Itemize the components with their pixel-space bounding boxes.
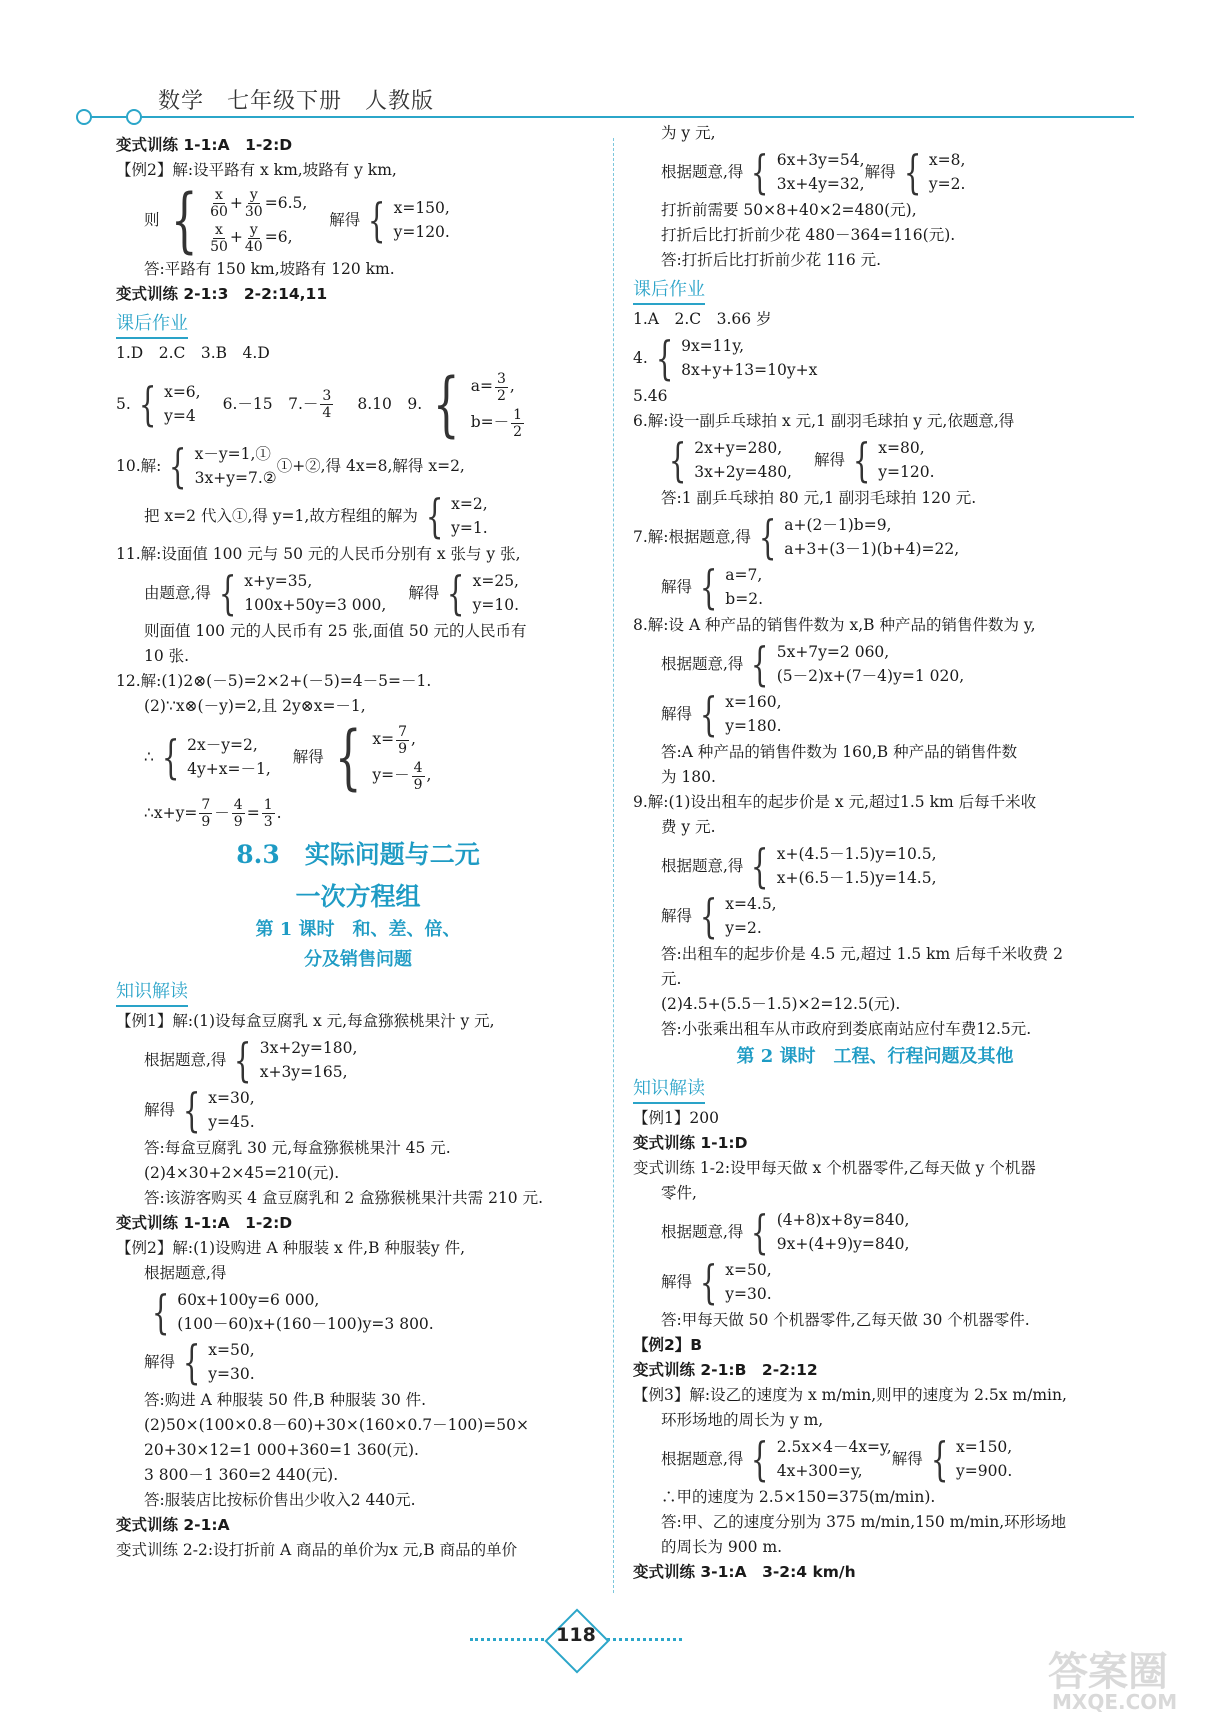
brace-icon: { bbox=[182, 1083, 201, 1137]
page-header bbox=[0, 0, 1224, 140]
answer-line: 打折后比打折前少花 480－364=116(元). bbox=[661, 226, 956, 244]
answer-line: 【例2】解:设平路有 x km,坡路有 y km, bbox=[116, 161, 397, 179]
answer-line: 变式训练 1-1:D bbox=[633, 1134, 748, 1152]
answer-line: 打折前需要 50×8+40×2=480(元), bbox=[661, 201, 917, 219]
book-title: 数学 七年级下册 人教版 bbox=[158, 89, 435, 114]
brace-icon: { bbox=[161, 730, 180, 784]
brace-icon: { bbox=[655, 331, 674, 385]
answer-line: 答:购进 A 种服装 50 件,B 种服装 30 件. bbox=[144, 1391, 427, 1409]
answer-line: 【例1】解:(1)设每盒豆腐乳 x 元,每盒猕猴桃果汁 y 元, bbox=[116, 1012, 495, 1030]
equation-system: 4. { 9x=11y, 8x+y+13=10y+x bbox=[633, 331, 818, 385]
brace-icon: { bbox=[334, 716, 362, 798]
answer-line: 答:出租车的起步价是 4.5 元,超过 1.5 km 后每千米收费 2 bbox=[661, 945, 1063, 963]
brace-icon: { bbox=[447, 566, 465, 620]
equation-system: 解得 { x=50, y=30. bbox=[661, 1255, 772, 1309]
answer-line: 3 800－1 360=2 440(元). bbox=[144, 1466, 339, 1484]
brace-icon: { bbox=[218, 566, 237, 620]
answer-line: 为 180. bbox=[661, 768, 716, 786]
answer-line: 变式训练 1-1:A 1-2:D bbox=[116, 136, 293, 154]
answer-line: 变式训练 1-1:A 1-2:D bbox=[116, 1214, 293, 1232]
answer-line: (2)50×(100×0.8－60)+30×(160×0.7－100)=50× bbox=[144, 1416, 530, 1434]
answer-line: 变式训练 2-1:A bbox=[116, 1516, 230, 1534]
equation-system: 根据题意,得 { x+(4.5－1.5)y=10.5, x+(6.5－1.5)y=14.5, bbox=[661, 839, 937, 893]
answer-line: 答:平路有 150 km,坡路有 120 km. bbox=[144, 260, 395, 278]
equation-system: 则 { $\frac{x}{60}$ + $\frac{y}{30}$ =6.5, $\frac{x}{50}$ + $\frac{y}{40}$ =6, 解得 { x=150, y=120. bbox=[144, 179, 450, 261]
column-divider bbox=[613, 138, 614, 1593]
brace-icon: { bbox=[699, 1255, 718, 1309]
equation-system: { 2x+y=280, 3x+2y=480, 解得 { x=80, y=120. bbox=[668, 433, 935, 487]
page-number-badge bbox=[546, 1610, 606, 1670]
answer-line: (2)4×30+2×45=210(元). bbox=[144, 1164, 340, 1182]
equation-system: 7.解:根据题意,得 { a+(2－1)b=9, a+3+(3－1)(b+4)=22, bbox=[633, 510, 960, 564]
brace-icon: { bbox=[699, 560, 718, 614]
answer-line: 【例2】B bbox=[633, 1336, 703, 1354]
brace-icon: { bbox=[751, 637, 769, 691]
answer-line: 零件, bbox=[661, 1184, 697, 1202]
answer-line: 9.解:(1)设出租车的起步价是 x 元,超过1.5 km 后每千米收 bbox=[633, 793, 1037, 811]
answer-line: 答:甲每天做 50 个机器零件,乙每天做 30 个机器零件. bbox=[661, 1311, 1030, 1329]
answer-line: 8.解:设 A 种产品的销售件数为 x,B 种产品的销售件数为 y, bbox=[633, 616, 1036, 634]
answer-line: 变式训练 3-1:A 3-2:4 km/h bbox=[633, 1563, 856, 1581]
brace-icon: { bbox=[425, 489, 444, 543]
answer-line: 根据题意,得 bbox=[144, 1264, 227, 1282]
answer-line: 【例2】解:(1)设购进 A 种服装 x 件,B 种服装y 件, bbox=[116, 1239, 466, 1257]
answer-line: 则面值 100 元的人民币有 25 张,面值 50 元的人民币有 bbox=[144, 622, 527, 640]
header-dot-icon bbox=[126, 109, 142, 125]
chapter-title: 一次方程组 bbox=[295, 882, 421, 911]
left-column bbox=[116, 133, 600, 1563]
section-heading: 课后作业 bbox=[633, 277, 705, 305]
equation-system: ∴ { 2x－y=2, 4y+x=－1, 解得 { x= $\frac{7}{9}$ , y=－ $\frac{4}{9}$ , bbox=[144, 716, 432, 798]
page-number: 118 bbox=[556, 1624, 596, 1646]
section-heading: 知识解读 bbox=[116, 979, 188, 1007]
answer-line: 答:每盒豆腐乳 30 元,每盒猕猴桃果汁 45 元. bbox=[144, 1139, 451, 1157]
answer-line: 为 y 元, bbox=[661, 124, 716, 142]
answer-line: 10 张. bbox=[144, 647, 190, 665]
answer-line: 答:小张乘出租车从市政府到娄底南站应付车费12.5元. bbox=[661, 1020, 1032, 1038]
chapter-title: 8.3 实际问题与二元 bbox=[236, 840, 480, 869]
answer-line: 环形场地的周长为 y m, bbox=[661, 1411, 824, 1429]
equation-system: 5. { x=6, y=4 6.－15 7.－ $\frac{3}{4}$ 8.10 9. { a= $\frac{3}{2}$ , b=－ $\frac{1}{2}$ bbox=[116, 363, 523, 445]
answer-line: 变式训练 2-2:设打折前 A 商品的单价为x 元,B 商品的单价 bbox=[116, 1541, 518, 1559]
brace-icon: { bbox=[903, 145, 922, 199]
brace-icon: { bbox=[169, 439, 187, 493]
lesson-title: 第 1 课时 和、差、倍、 bbox=[255, 919, 461, 940]
brace-icon: { bbox=[699, 687, 718, 741]
brace-icon: { bbox=[758, 510, 777, 564]
header-rule bbox=[84, 116, 1134, 118]
answer-line: 答:该游客购买 4 盒豆腐乳和 2 盒猕猴桃果汁共需 210 元. bbox=[144, 1189, 544, 1207]
brace-icon: { bbox=[751, 1205, 769, 1259]
answer-line: 5.46 bbox=[633, 387, 668, 405]
section-heading: 课后作业 bbox=[116, 311, 188, 339]
brace-icon: { bbox=[751, 145, 769, 199]
lesson-title: 分及销售问题 bbox=[304, 949, 412, 970]
equation-system: { 60x+100y=6 000, (100－60)x+(160－100)y=3 800. bbox=[151, 1285, 434, 1339]
section-heading: 知识解读 bbox=[633, 1076, 705, 1104]
answer-line: ∴甲的速度为 2.5×150=375(m/min). bbox=[661, 1488, 936, 1506]
equation-system: 把 x=2 代入①,得 y=1,故方程组的解为 { x=2, y=1. bbox=[144, 489, 488, 543]
answer-line: 的周长为 900 m. bbox=[661, 1538, 783, 1556]
answer-line: 20+30×12=1 000+360=1 360(元). bbox=[144, 1441, 419, 1459]
equation-system: 解得 { x=160, y=180. bbox=[661, 687, 782, 741]
brace-icon: { bbox=[930, 1432, 949, 1486]
brace-icon: { bbox=[751, 839, 769, 893]
footer-dots bbox=[470, 1638, 550, 1641]
answer-line: 11.解:设面值 100 元与 50 元的人民币分别有 x 张与 y 张, bbox=[116, 545, 521, 563]
answer-line: 1.A 2.C 3.66 岁 bbox=[633, 310, 772, 328]
equation-system: 解得 { x=30, y=45. bbox=[144, 1083, 255, 1137]
header-dot-icon bbox=[76, 109, 92, 125]
equation-system: 根据题意,得 { 3x+2y=180, x+3y=165, bbox=[144, 1033, 358, 1087]
right-column bbox=[633, 121, 1117, 1585]
equation-system: 10.解: { x－y=1,① 3x+y=7.② ①+②,得 4x=8,解得 x=2, bbox=[116, 439, 465, 493]
answer-line: 12.解:(1)2⊗(－5)=2×2+(－5)=4－5=－1. bbox=[116, 672, 432, 690]
equation-system: 根据题意,得 { 2.5x×4－4x=y, 4x+300=y, 解得 { x=150, y=900. bbox=[661, 1432, 1013, 1486]
brace-icon: { bbox=[433, 363, 460, 445]
answer-line: (2)∵x⊗(－y)=2,且 2y⊗x=－1, bbox=[144, 697, 366, 715]
brace-icon: { bbox=[368, 193, 386, 247]
equation-system: 解得 { a=7, b=2. bbox=[661, 560, 763, 614]
brace-icon: { bbox=[182, 1335, 201, 1389]
footer-dots bbox=[602, 1638, 682, 1641]
equation-system: 根据题意,得 { (4+8)x+8y=840, 9x+(4+9)y=840, bbox=[661, 1205, 910, 1259]
brace-icon: { bbox=[151, 1285, 170, 1339]
answer-line: 【例3】解:设乙的速度为 x m/min,则甲的速度为 2.5x m/min, bbox=[633, 1386, 1067, 1404]
brace-icon: { bbox=[668, 433, 687, 487]
brace-icon: { bbox=[234, 1033, 252, 1087]
answer-line: 答:打折后比打折前少花 116 元. bbox=[661, 251, 882, 269]
answer-line: 1.D 2.C 3.B 4.D bbox=[116, 344, 270, 362]
brace-icon: { bbox=[852, 433, 871, 487]
answer-line: 答:甲、乙的速度分别为 375 m/min,150 m/min,环形场地 bbox=[661, 1513, 1067, 1531]
answer-line: 【例1】200 bbox=[633, 1109, 719, 1127]
answer-line: 费 y 元. bbox=[661, 818, 716, 836]
equation-system: 由题意,得 { x+y=35, 100x+50y=3 000, 解得 { x=25, y=10. bbox=[144, 566, 520, 620]
watermark-url: MXQE.COM bbox=[1052, 1690, 1178, 1714]
equation-system: 解得 { x=4.5, y=2. bbox=[661, 889, 777, 943]
equation-system: 根据题意,得 { 6x+3y=54, 3x+4y=32, 解得 { x=8, y=2. bbox=[661, 145, 966, 199]
answer-line: 6.解:设一副乒乓球拍 x 元,1 副羽毛球拍 y 元,依题意,得 bbox=[633, 412, 1015, 430]
brace-icon: { bbox=[751, 1432, 769, 1486]
answer-line: 答:1 副乒乓球拍 80 元,1 副羽毛球拍 120 元. bbox=[661, 489, 977, 507]
equation-system: 解得 { x=50, y=30. bbox=[144, 1335, 255, 1389]
brace-icon: { bbox=[170, 179, 198, 261]
lesson-title: 第 2 课时 工程、行程问题及其他 bbox=[736, 1046, 1014, 1067]
brace-icon: { bbox=[138, 377, 157, 431]
answer-line: 变式训练 2-1:3 2-2:14,11 bbox=[116, 285, 328, 303]
answer-line: 变式训练 1-2:设甲每天做 x 个机器零件,乙每天做 y 个机器 bbox=[633, 1159, 1036, 1177]
answer-line: 元. bbox=[661, 970, 682, 988]
answer-line: ∴x+y= $\frac{7}{9}$ － $\frac{4}{9}$ = $\frac{1}{3}$ . bbox=[144, 796, 282, 830]
answer-line: 答:A 种产品的销售件数为 160,B 种产品的销售件数 bbox=[661, 743, 1018, 761]
answer-line: 答:服装店比按标价售出少收入2 440元. bbox=[144, 1491, 416, 1509]
watermark: 答案圈 bbox=[1048, 1649, 1168, 1695]
equation-system: 根据题意,得 { 5x+7y=2 060, (5－2)x+(7－4)y=1 020, bbox=[661, 637, 965, 691]
answer-line: (2)4.5+(5.5－1.5)×2=12.5(元). bbox=[661, 995, 901, 1013]
brace-icon: { bbox=[699, 889, 718, 943]
answer-line: 变式训练 2-1:B 2-2:12 bbox=[633, 1361, 818, 1379]
